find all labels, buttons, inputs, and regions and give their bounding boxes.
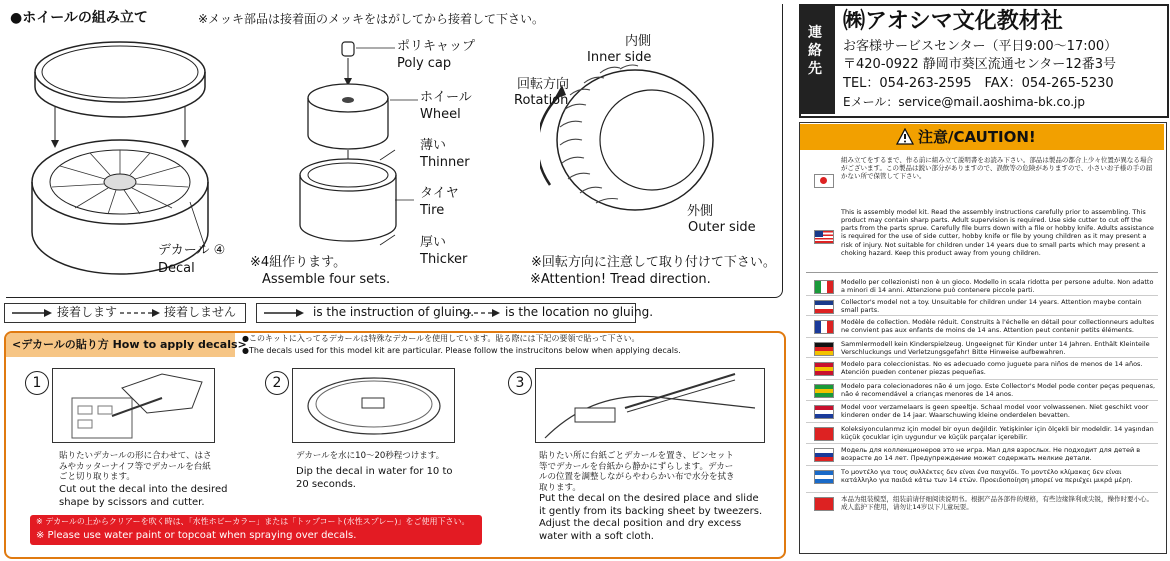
- company-name: ㈱アオシマ文化教材社: [843, 9, 1063, 34]
- sets-note-en: Assemble four sets.: [262, 272, 391, 287]
- legend-noglue-en: is the location no gluing.: [505, 305, 654, 319]
- plating-note: ※メッキ部品は接着面のメッキをはがしてから接着して下さい。: [198, 12, 545, 26]
- caution-text-uk: Collector's model not a toy. Unsuitable for children under 14 years. Attention maybe contain small parts.: [841, 298, 1142, 315]
- caution-row-divider: [806, 400, 1158, 401]
- caution-box: [799, 122, 1167, 554]
- caution-text-italy: Modello per collezionisti non è un gioco. Modello in scala ridotta per persone adulte. Non adatto a minori di 14 anni. Attenzione può contenere piccole parti.: [841, 278, 1154, 295]
- caution-row-divider: [806, 465, 1158, 466]
- caution-row-divider: [806, 295, 1158, 296]
- flag-turkey: [814, 427, 834, 441]
- part-leader-lines: [350, 40, 430, 270]
- flag-brazil: [814, 384, 834, 398]
- tel-fax: TEL：054-263-2595 FAX：054-265-5230: [843, 76, 1114, 91]
- caution-text-greece: Το μοντέλο για τους συλλέκτες δεν είναι ένα παιχνίδι. Το μοντέλο κλίμακας δεν είναι κατάλληλο για παιδιά κάτω των 14 ετών. Προειδοποίηση μπορεί να περιέχει μικρά μέρη.: [841, 468, 1133, 485]
- caution-text-france: Modèle de collection. Modèle réduit. Construits à l'échelle en détail pour collectionneurs adultes ne convient pas aux enfants de moins de 14 ans. Attention peut contenir petits éléments.: [841, 318, 1155, 335]
- rotation-jp: 回転方向: [517, 77, 570, 92]
- no-glue-arrow-icon-en: [460, 309, 500, 317]
- flag-russia: [814, 448, 834, 462]
- flag-china: [814, 497, 834, 511]
- step-2-text-en: Dip the decal in water for 10 to 20 seconds.: [296, 466, 453, 490]
- address: 〒420-0922 静岡市葵区流通センター12番3号: [843, 57, 1117, 72]
- caution-divider: [806, 272, 1158, 273]
- decal-note-jp: ●このキットに入ってるデカールは特殊なデカールを使用しています。貼る際には下記の要領で貼って下さい。: [242, 334, 640, 343]
- part-polycap-jp: ポリキャップ: [397, 39, 476, 54]
- caution-ja-text: 組み立てをするまで、作る前に組み立て説明書をお読み下さい。部品は製品の都合上少々位置が異なる場合がございます。この製品は鋭い部分がありますので、誤飲等の危険がありますので、小さいお子様の手の届かない所で保管して下さい。: [841, 156, 1153, 181]
- decal-label-jp: デカール ④: [158, 243, 226, 258]
- outer-side-jp: 外側: [687, 204, 714, 219]
- part-thinner-jp: 薄い: [420, 138, 447, 153]
- caution-row-divider: [806, 443, 1158, 444]
- rotation-en: Rotation: [514, 93, 569, 108]
- email: Eメール：service@mail.aoshima-bk.co.jp: [843, 95, 1085, 109]
- flag-spain: [814, 362, 834, 376]
- flag-greece: [814, 470, 834, 484]
- service-center: お客様サービスセンター（平日9:00〜17:00）: [843, 39, 1118, 54]
- caution-text-russia: Модель для коллекционеров это не игра. Мал для взрослых. Не подходит для детей в возрасте до 14 лет. Предупреждение может содержать мелкие детали.: [841, 446, 1141, 463]
- step-1-text-en: Cut out the decal into the desired shape by scissors and cutter.: [59, 484, 228, 508]
- step-3-text-en: Put the decal on the desired place and slide it gently from its backing sheet by tweezers. Adjust the decal position and dry excess water with a soft cloth.: [539, 493, 763, 542]
- caution-text-netherlands: Model voor verzamelaars is geen speeltje. Schaal model voor volwassenen. Niet geschikt voor kinderen onder de 14 jaar. Waarschuwing kleine onderdelen bevatten.: [841, 403, 1149, 420]
- inner-side-en: Inner side: [587, 50, 652, 65]
- step-2-text-jp: デカールを水に10〜20秒程つけます。: [296, 451, 445, 461]
- caution-text-brazil: Modelo para colecionadores não é um jogo. Este Collector's Model pode conter peças pequenas, não é recomendável a crianças menores de 14 anos.: [841, 382, 1156, 399]
- sets-note-jp: ※4組作ります。: [250, 255, 347, 270]
- warning-triangle-icon: [896, 128, 914, 145]
- caution-row-divider: [806, 492, 1158, 493]
- part-thicker-en: Thicker: [420, 252, 468, 267]
- glue-arrow-icon: [12, 309, 52, 317]
- part-tire-en: Tire: [420, 203, 445, 218]
- part-wheel-jp: ホイール: [420, 90, 472, 105]
- caution-row-divider: [806, 422, 1158, 423]
- caution-row-divider: [806, 315, 1158, 316]
- caution-row-divider: [806, 379, 1158, 380]
- step-1-number: 1: [25, 371, 49, 395]
- caution-text-spain: Modelo para coleccionistas. No es adecuado como juguete para niños de menos de 14 años. Atención pueden contener piezas pequeñas.: [841, 360, 1143, 377]
- caution-row-divider: [806, 357, 1158, 358]
- decal-label-en: Decal: [158, 261, 195, 276]
- caution-en-text: This is assembly model kit. Read the assembly instructions carefully prior to assembling. This product may contain sharp parts. Adult supervision is required. Use side cutter to cut off the parts from the parts sprue. Carefully file burrs down with a file or hobby knife. Adults assistance is required for the use of side cutter, hobby knife or file by young children as it may present a risk of injury. Not suitable for children under 14 years due to small parts which may present a choking hazard. Keep this product away from young children.: [841, 208, 1154, 257]
- step-2-number: 2: [265, 371, 289, 395]
- flag-france: [814, 320, 834, 334]
- tread-note-jp: ※回転方向に注意して取り付けて下さい。: [531, 255, 776, 270]
- flag-netherlands: [814, 405, 834, 419]
- flag-japan-circle: [820, 177, 827, 184]
- legend-noglue-jp: 接着しません: [164, 305, 237, 319]
- part-polycap-en: Poly cap: [397, 56, 452, 71]
- part-thinner-en: Thinner: [420, 155, 470, 170]
- decal-title: <デカールの貼り方 How to apply decals>: [12, 338, 247, 351]
- step-3-number: 3: [508, 371, 532, 395]
- spray-warning-jp: ※ デカールの上からクリアーを吹く時は、「水性ホビーカラー」または「トップコート(水性スプレー)」をご使用下さい。: [36, 517, 470, 526]
- no-glue-arrow-icon: [120, 309, 160, 317]
- step-1-text-jp: 貼りたいデカールの形に合わせて、はさみやカッターナイフ等でデカールを台紙ごと切り取ります。: [59, 451, 212, 483]
- glue-arrow-icon-en: [264, 309, 304, 317]
- spray-warning-en: ※ Please use water paint or topcoat when spraying over decals.: [36, 530, 357, 541]
- caution-row-divider: [806, 337, 1158, 338]
- part-wheel-en: Wheel: [420, 107, 461, 122]
- flag-uk: [814, 300, 834, 314]
- step-3-illustration: [535, 368, 765, 443]
- legend-glue-jp: 接着します: [57, 305, 118, 319]
- caution-text-germany: Sammlermodell kein Kinderspielzeug. Ungeeignet für Kinder unter 14 Jahren. Enthält Kleinteile Verschluckungs und Verletzungsgefahr! Bitte Hinweise aufbewahren.: [841, 340, 1150, 357]
- caution-title: 注意/CAUTION!: [918, 128, 1036, 146]
- flag-italy: [814, 280, 834, 294]
- assembly-title: ●ホイールの組み立て: [10, 10, 148, 26]
- step-3-text-jp: 貼りたい所に台紙ごとデカールを置き、ピンセット等でデカールを台紙から静かにずらします。デカールの位置を調整しながらやわらかい布で水分を拭き取ります。: [539, 451, 735, 493]
- part-thicker-jp: 厚い: [420, 235, 447, 250]
- outer-side-en: Outer side: [688, 220, 756, 235]
- legend-glue-en: is the instruction of gluing.: [313, 305, 475, 319]
- caution-text-china: 本品为组装模型，组装前请仔细阅读说明书。根据产品各部件的规格，有些边缘锋利或尖锐，操作时要小心。成人监护下使用，请勿让14岁以下儿童玩耍。: [841, 495, 1153, 512]
- step-1-illustration: [52, 368, 215, 443]
- contact-side-label: 連絡先: [808, 25, 822, 78]
- flag-usa-canton: [815, 231, 823, 237]
- inner-side-jp: 内側: [625, 34, 652, 49]
- step-2-illustration: [292, 368, 455, 443]
- part-tire-jp: タイヤ: [420, 186, 459, 201]
- flag-germany: [814, 342, 834, 356]
- tread-note-en: ※Attention! Tread direction.: [530, 272, 711, 287]
- caution-text-turkey: Koleksiyoncularımız için model bir oyun değildir. Yetişkinler için ölçekli bir modeldir. 14 yaşından küçük çocuklar için uygundur ve küçük parçalar içerebilir.: [841, 425, 1154, 442]
- decal-note-en: ●The decals used for this model kit are particular. Please follow the instrucitons below when applying decals.: [242, 346, 681, 355]
